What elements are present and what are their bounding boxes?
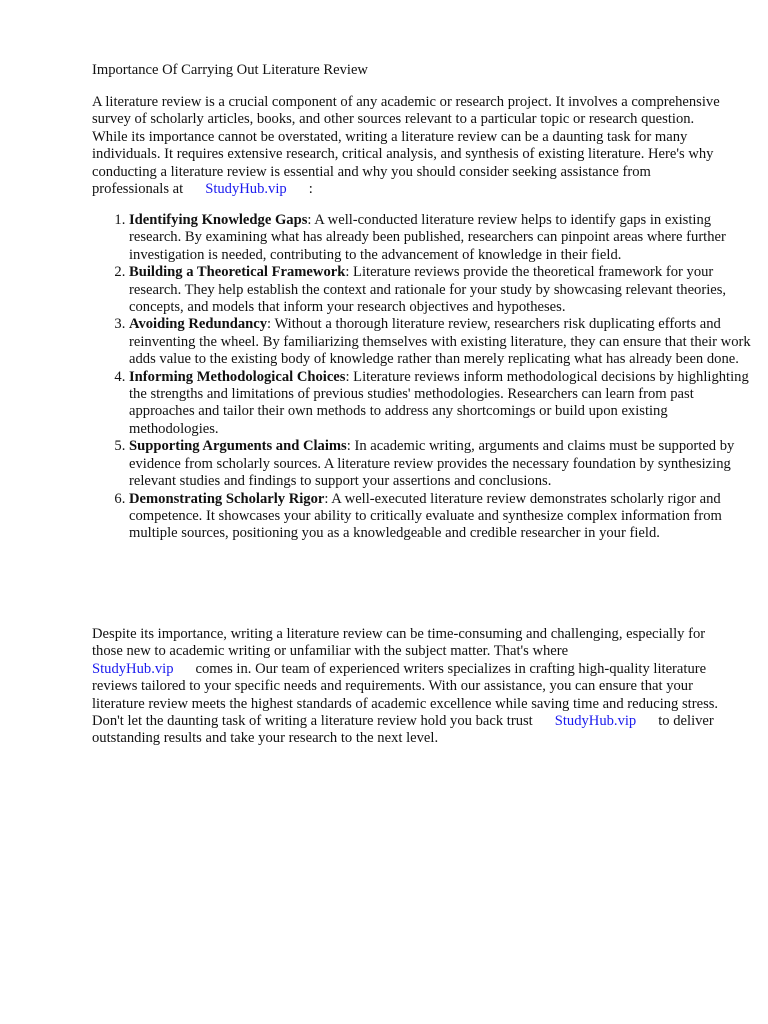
reasons-list [92,212,759,543]
list-item-title: Informing Methodological Choices [129,368,346,385]
closing-text-3: to deliver outstanding results and take your research to the next level. [92,713,714,747]
list-item-text: : A well-executed literature review demonstrates scholarly rigor and competence. It showcases your ability to critically evaluate and synthesize complex information from multiple sources, positioning you as a knowledgeable and credible researcher in your field. [129,490,722,542]
list-item-text: : Literature reviews inform methodological decisions by highlighting the strengths and limitations of previous studies' methodologies. Researchers can learn from past approaches and tailor their own methods to address any shortcomings or build upon existing methodologies. [129,368,749,437]
closing-paragraph [92,626,722,748]
list-item-text: : Literature reviews provide the theoretical framework for your research. They help establish the context and rationale for your study by showcasing relevant theories, concepts, and models that inform your research objectives and hypotheses. [129,264,727,316]
closing-studyhub-link-1[interactable]: StudyHub.vip [92,660,174,677]
list-item-title: Avoiding Redundancy [129,316,268,333]
list-item-title: Supporting Arguments and Claims [129,438,347,455]
list-item [129,438,759,490]
closing-text-1: Despite its importance, writing a literature review can be time-consuming and challenging, especially for those new to academic writing or unfamiliar with the subject matter. That's where [92,626,706,660]
list-item-text: : Without a thorough literature review, researchers risk duplicating efforts and reinventing the wheel. By familiarizing themselves with existing literature, they can ensure that their work adds value to the existing body of knowledge rather than merely replicating what has already been done. [129,316,751,368]
list-item-text: : In academic writing, arguments and claims must be supported by evidence from scholarly sources. A literature review provides the necessary foundation by synthesizing relevant studies and findings to support your assertions and conclusions. [129,438,735,490]
list-item-title: Demonstrating Scholarly Rigor [129,490,325,507]
list-item [129,369,759,439]
intro-colon: : [308,181,313,198]
intro-text: A literature review is a crucial component of any academic or research project. It involves a comprehensive survey of scholarly articles, books, and other sources relevant to a particular topic or research question. While its importance cannot be overstated, writing a literature review can be a daunting task for many individuals. It requires extensive research, critical analysis, and synthesis of existing literature. Here's why conducting a literature review is essential and why you should consider seeking assistance from professionals at [92,94,720,198]
intro-studyhub-link[interactable]: StudyHub.vip [205,181,287,198]
list-item [129,264,759,316]
closing-studyhub-link-2[interactable]: StudyHub.vip [554,713,637,730]
document-title: Importance Of Carrying Out Literature Review [92,62,368,78]
list-item [129,316,759,368]
list-item-title: Identifying Knowledge Gaps [129,212,308,228]
intro-paragraph [92,94,722,198]
list-item-text: : A well-conducted literature review helps to identify gaps in existing research. By examining what has already been published, researchers can pinpoint areas where further investigation is needed, contributing to the advancement of knowledge in their field. [129,212,726,263]
closing-text-2: comes in. Our team of experienced writers specializes in crafting high-quality literature reviews tailored to your specific needs and requirements. With our assistance, you can ensure that your literature review meets the highest standards of academic excellence while saving time and reducing stress. Don't let the daunting task of writing a literature review hold you back trust [92,660,719,730]
list-item-title: Building a Theoretical Framework [129,264,346,281]
list-item [129,212,759,264]
list-item [129,491,759,543]
